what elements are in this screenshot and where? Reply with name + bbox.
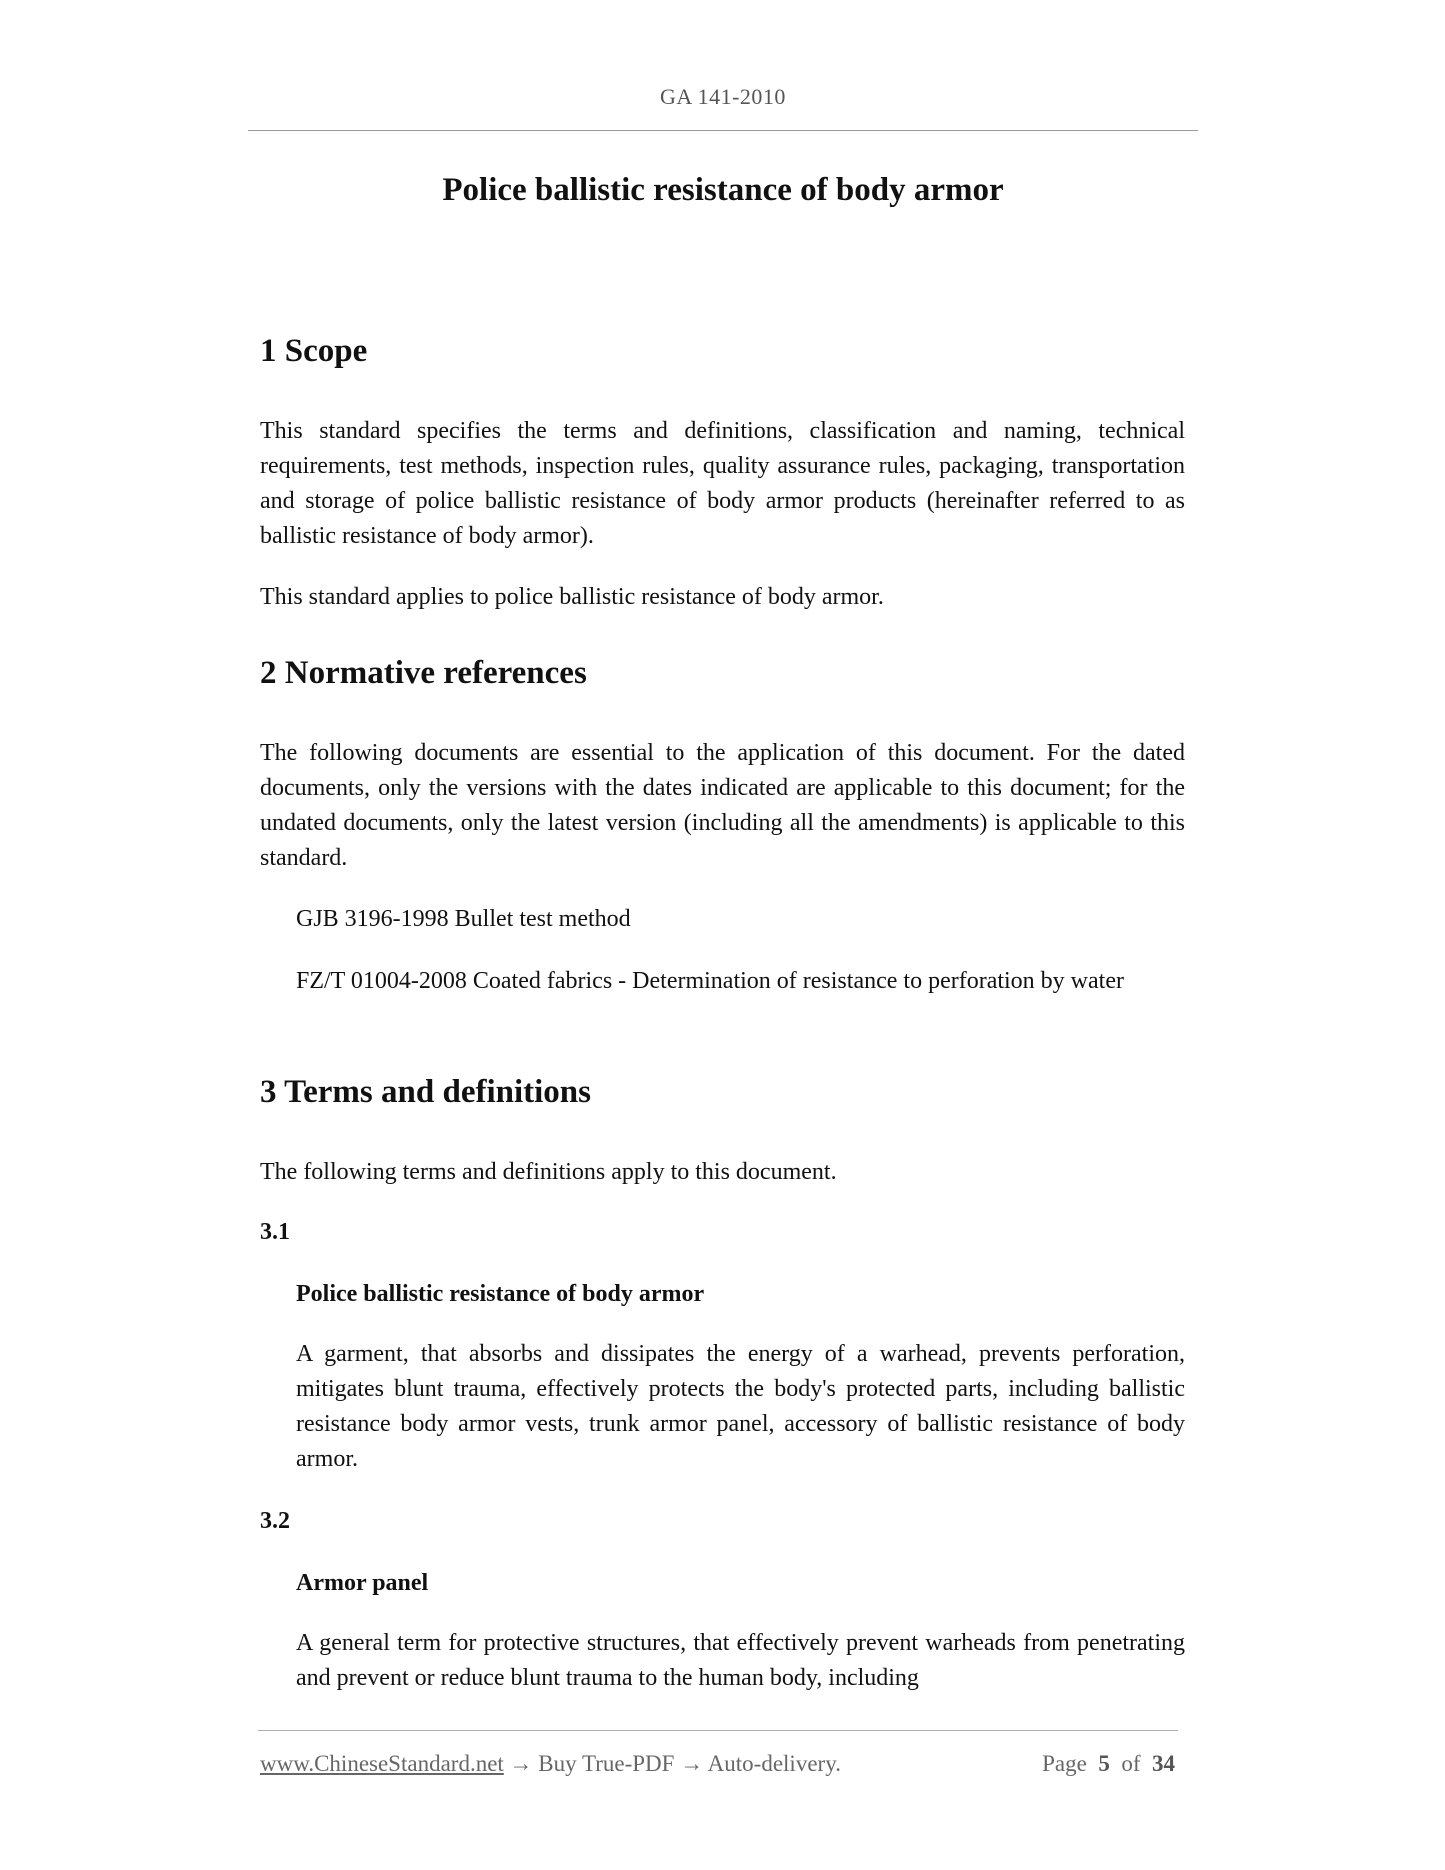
section-1-heading: 1 Scope <box>260 333 368 369</box>
reference-item: GJB 3196-1998 Bullet test method <box>296 906 631 932</box>
page-label: Page <box>1042 1751 1087 1776</box>
page-number: 5 <box>1098 1751 1110 1776</box>
footer-rule <box>258 1730 1178 1731</box>
reference-item: FZ/T 01004-2008 Coated fabrics - Determination of resistance to perforation by water <box>296 968 1124 994</box>
section-3-intro: The following terms and definitions apply to this document. <box>260 1159 837 1185</box>
term-definition: A general term for protective structures, that effectively prevent warheads from penetrating and prevent or reduce blunt trauma to the human body, including <box>296 1630 1185 1691</box>
auto-delivery-text: Auto-delivery. <box>707 1751 841 1776</box>
header-rule <box>248 130 1198 131</box>
document-title: Police ballistic resistance of body armor <box>442 172 1004 208</box>
website-link[interactable]: www.ChineseStandard.net <box>260 1751 504 1776</box>
section-2-paragraph-1: The following documents are essential to the application of this document. For the dated documents, only the versions with the dates indicated are applicable to this document; for the undated documents, only the latest version (including all the amendments) is applicable to this standard. <box>260 740 1185 871</box>
page-footer <box>260 1751 1175 1777</box>
arrow-right-icon: → <box>509 1751 533 1776</box>
term-number: 3.2 <box>260 1508 290 1534</box>
section-2-heading: 2 Normative references <box>260 655 587 691</box>
of-label: of <box>1121 1751 1141 1776</box>
term-title: Armor panel <box>296 1570 429 1596</box>
buy-true-pdf-text: Buy True-PDF <box>538 1751 675 1776</box>
page-counter <box>1042 1751 1175 1777</box>
page-total: 34 <box>1152 1751 1175 1776</box>
section-1-paragraph-2: This standard applies to police ballistic resistance of body armor. <box>260 584 884 610</box>
term-number: 3.1 <box>260 1219 290 1245</box>
section-3-heading: 3 Terms and definitions <box>260 1074 591 1110</box>
term-definition: A garment, that absorbs and dissipates the energy of a warhead, prevents perforation, mitigates blunt trauma, effectively protects the body's protected parts, including ballistic resistance body armor vests, trunk armor panel, accessory of ballistic resistance of body armor. <box>296 1341 1185 1472</box>
arrow-right-icon: → <box>680 1751 704 1776</box>
term-title: Police ballistic resistance of body armor <box>296 1281 705 1307</box>
section-1-paragraph-1: This standard specifies the terms and definitions, classification and naming, technical requirements, test methods, inspection rules, quality assurance rules, packaging, transportation and storage of police ballistic resistance of body armor products (hereinafter referred to as ballistic resistance of body armor). <box>260 418 1185 549</box>
running-header: GA 141-2010 <box>660 84 786 109</box>
